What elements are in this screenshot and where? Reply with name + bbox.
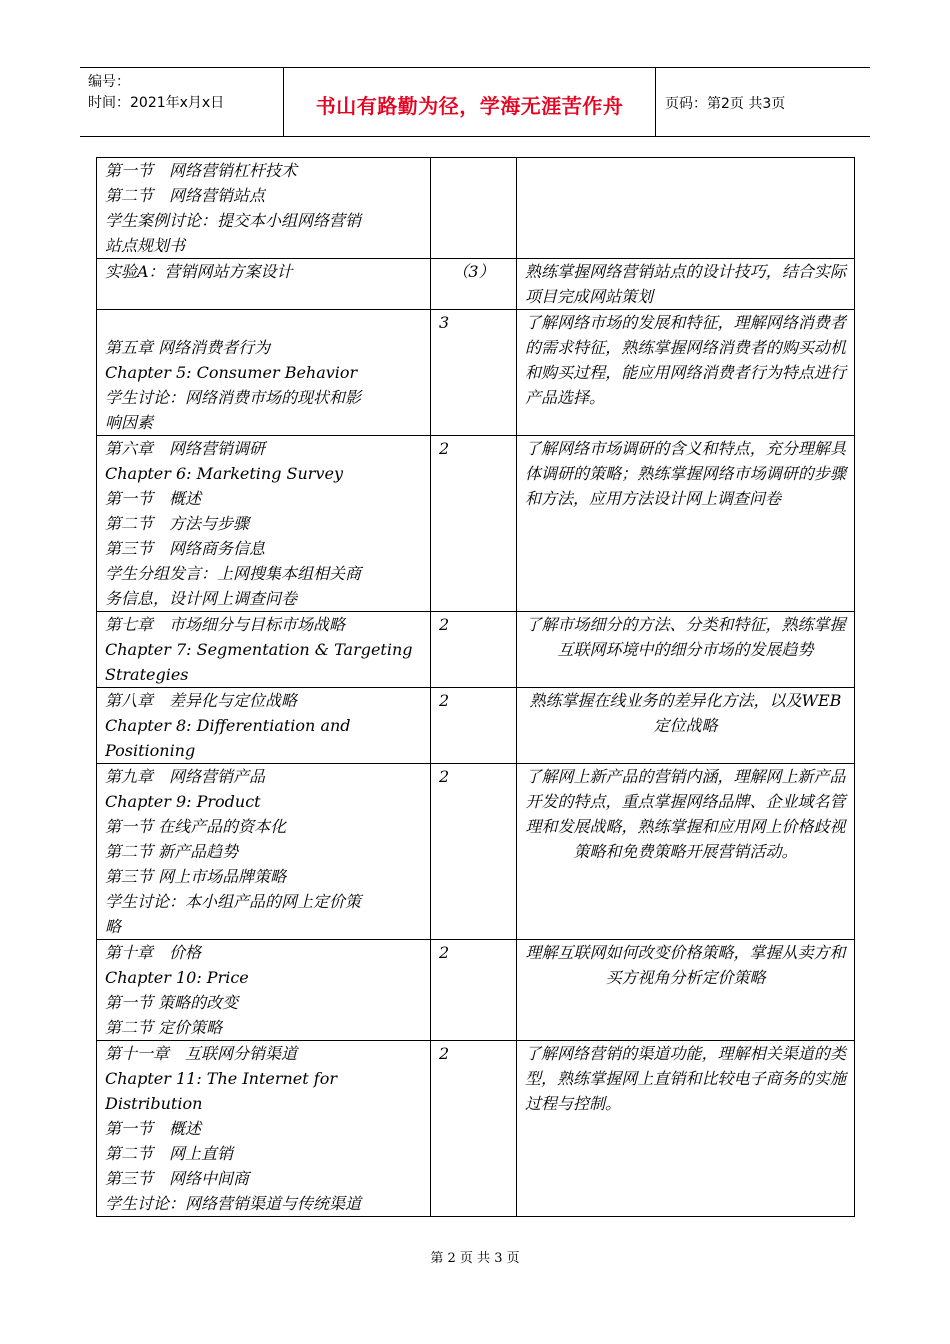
topic-cell [97, 310, 431, 436]
hours-value: 3 [439, 313, 450, 332]
topic-line: 第七章 市场细分与目标市场战略 [105, 615, 346, 634]
topic-line: 第二节 方法与步骤 [105, 514, 250, 533]
topic-line: Strategies [105, 665, 189, 684]
table-row [97, 940, 855, 1041]
hours-value: 2 [439, 767, 450, 786]
goal-text: 了解市场细分的方法、分类和特征，熟练掌握互联网环境中的细分市场的发展趋势 [525, 615, 846, 659]
topic-cell [97, 940, 431, 1041]
topic-line: 第二节 网上直销 [105, 1144, 234, 1163]
topic-line: 响因素 [105, 413, 154, 432]
topic-line: 第一节 概述 [105, 489, 202, 508]
hours-cell [431, 436, 517, 612]
hours-cell [431, 764, 517, 940]
topic-line: 第一节 在线产品的资本化 [105, 817, 287, 836]
goal-cell [517, 259, 855, 310]
goal-text: 熟练掌握在线业务的差异化方法，以及WEB定位战略 [529, 691, 842, 735]
topic-line: 第三节 网上市场品牌策略 [105, 867, 287, 886]
topic-line: 第二节 定价策略 [105, 1018, 223, 1037]
topic-line: Positioning [105, 741, 196, 760]
topic-cell [97, 688, 431, 764]
syllabus-table [96, 157, 855, 1217]
topic-line: 第九章 网络营销产品 [105, 767, 266, 786]
goal-cell [517, 310, 855, 436]
hours-cell [431, 940, 517, 1041]
serial-label: 编号： [88, 74, 130, 90]
topic-line: Distribution [105, 1094, 203, 1113]
topic-line: 第一节 网络营销杠杆技术 [105, 161, 298, 180]
hours-value: 2 [439, 439, 450, 458]
page-info: 页码：第2页 共3页 [665, 96, 786, 112]
topic-line: 第二节 网络营销站点 [105, 186, 266, 205]
hours-value: 2 [439, 943, 450, 962]
topic-cell [97, 764, 431, 940]
topic-cell [97, 158, 431, 259]
topic-line: 第六章 网络营销调研 [105, 439, 266, 458]
hours-cell [431, 688, 517, 764]
goal-text: 了解网络市场的发展和特征，理解网络消费者的需求特征，熟练掌握网络消费者的购买动机和购买过程，能应用网络消费者行为特点进行产品选择。 [525, 313, 846, 407]
topic-cell [97, 1041, 431, 1217]
topic-line: 第八章 差异化与定位战略 [105, 691, 298, 710]
topic-line: 学生分组发言：上网搜集本组相关商 [105, 564, 362, 583]
topic-line: Chapter 10: Price [105, 968, 249, 987]
hours-cell [431, 612, 517, 688]
hours-cell [431, 158, 517, 259]
topic-line: Chapter 8: Differentiation and [105, 716, 351, 735]
table-row [97, 259, 855, 310]
table-row [97, 612, 855, 688]
topic-line: 略 [105, 917, 122, 936]
topic-line: 第五章 网络消费者行为 [105, 338, 271, 357]
table-row [97, 764, 855, 940]
topic-line: 学生讨论：网络营销渠道与传统渠道 [105, 1194, 362, 1213]
topic-line: 学生讨论：网络消费市场的现状和影 [105, 388, 362, 407]
goal-text: 熟练掌握网络营销站点的设计技巧，结合实际项目完成网站策划 [525, 262, 846, 306]
topic-line: Chapter 7: Segmentation & Targeting [105, 640, 413, 659]
topic-line: 第二节 新产品趋势 [105, 842, 239, 861]
goal-cell [517, 436, 855, 612]
goal-cell [517, 158, 855, 259]
goal-cell [517, 1041, 855, 1217]
table-row [97, 310, 855, 436]
hours-value: 2 [439, 691, 450, 710]
page-header [80, 67, 870, 137]
goal-cell [517, 764, 855, 940]
page-footer: 第 2 页 共 3 页 [430, 1251, 520, 1266]
hours-cell [431, 1041, 517, 1217]
topic-line: 第一节 策略的改变 [105, 993, 239, 1012]
topic-line: 学生讨论：本小组产品的网上定价策 [105, 892, 362, 911]
topic-line: 第三节 网络商务信息 [105, 539, 266, 558]
topic-line: Chapter 11: The Internet for [105, 1069, 337, 1088]
topic-line: 第三节 网络中间商 [105, 1169, 250, 1188]
goal-cell [517, 688, 855, 764]
topic-line: 第十一章 互联网分销渠道 [105, 1044, 298, 1063]
goal-text: 理解互联网如何改变价格策略，掌握从卖方和买方视角分析定价策略 [525, 943, 846, 987]
goal-cell [517, 940, 855, 1041]
topic-line: 第十章 价格 [105, 943, 202, 962]
topic-line: 实验A：营销网站方案设计 [105, 262, 293, 281]
header-divider [655, 68, 656, 136]
cell-spacer [105, 310, 422, 335]
topic-cell [97, 612, 431, 688]
table-row [97, 158, 855, 259]
topic-cell [97, 436, 431, 612]
hours-value: 2 [439, 615, 450, 634]
hours-cell [431, 310, 517, 436]
topic-line: Chapter 9: Product [105, 792, 261, 811]
topic-cell [97, 259, 431, 310]
table-row [97, 436, 855, 612]
hours-value: 2 [439, 1044, 450, 1063]
time-label: 时间：2021年x月x日 [88, 95, 225, 111]
topic-line: 务信息，设计网上调查问卷 [105, 589, 298, 608]
hours-value: （3） [452, 262, 495, 281]
table-row [97, 1041, 855, 1217]
topic-line: Chapter 6: Marketing Survey [105, 464, 343, 483]
goal-text: 了解网络营销的渠道功能，理解相关渠道的类型，熟练掌握网上直销和比较电子商务的实施过程与控制。 [525, 1044, 846, 1113]
table-row [97, 688, 855, 764]
header-motto: 书山有路勤为径，学海无涯苦作舟 [315, 94, 624, 118]
topic-line: Chapter 5: Consumer Behavior [105, 363, 358, 382]
header-meta [88, 72, 224, 114]
topic-line: 学生案例讨论：提交本小组网络营销 [105, 211, 362, 230]
goal-cell [517, 612, 855, 688]
goal-text: 了解网上新产品的营销内涵，理解网上新产品开发的特点，重点掌握网络品牌、企业域名管理和发展战略，熟练掌握和应用网上价格歧视策略和免费策略开展营销活动。 [525, 767, 846, 861]
goal-text: 了解网络市场调研的含义和特点，充分理解具体调研的策略；熟练掌握网络市场调研的步骤和方法，应用方法设计网上调查问卷 [525, 439, 846, 508]
topic-line: 第一节 概述 [105, 1119, 202, 1138]
hours-cell [431, 259, 517, 310]
topic-line: 站点规划书 [105, 236, 186, 255]
